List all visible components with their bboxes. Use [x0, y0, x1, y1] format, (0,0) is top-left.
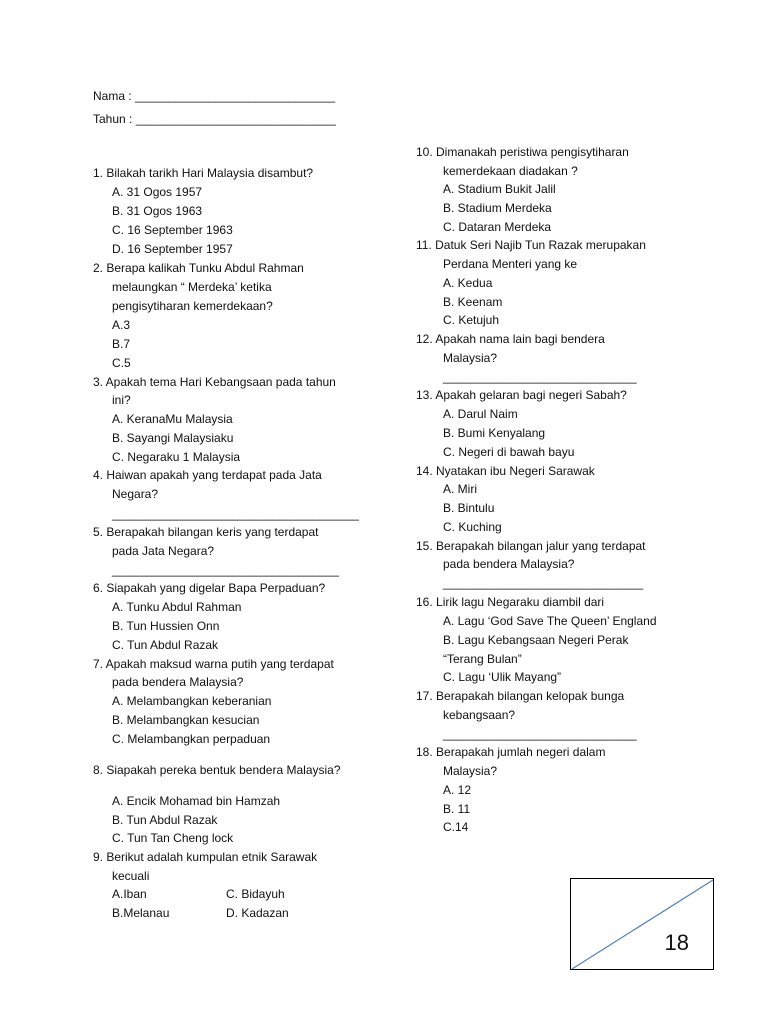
left-question-line: B. Sayangi Malaysiaku — [112, 431, 234, 445]
left-question-line: 4. Haiwan apakah yang terdapat pada Jata — [93, 468, 322, 482]
left-question-line: 3. Apakah tema Hari Kebangsaan pada tahun — [93, 375, 336, 389]
right-question-line: A. Lagu ‘God Save The Queen’ England — [443, 614, 657, 628]
left-question-line: B. 31 Ogos 1963 — [112, 204, 203, 218]
right-question-line: A. 12 — [443, 783, 472, 797]
right-question-line: A. Miri — [443, 482, 477, 496]
right-question-line: Malaysia? — [443, 764, 498, 778]
right-question-line: 17. Berapakah bilangan kelopak bunga — [416, 689, 625, 703]
right-question-line: kemerdekaan diadakan ? — [443, 164, 578, 178]
right-question-line: A. Darul Naim — [443, 407, 518, 421]
left-question-line: Negara? — [112, 487, 159, 501]
left-question-line: A.Iban — [112, 887, 147, 901]
right-question-line: _____________________________ — [443, 370, 637, 384]
left-question-line: __________________________________ — [112, 563, 339, 577]
left-question-line: A. Encik Mohamad bin Hamzah — [112, 794, 281, 808]
left-question-line: D. Kadazan — [226, 906, 289, 920]
left-question-line: A.3 — [112, 318, 131, 332]
left-question-line: A. KeranaMu Malaysia — [112, 412, 233, 426]
left-question-line: 7. Apakah maksud warna putih yang terdapat — [93, 657, 334, 671]
right-question-line: 12. Apakah nama lain bagi bendera — [416, 332, 605, 346]
right-question-line: 14. Nyatakan ibu Negeri Sarawak — [416, 464, 595, 478]
right-question-line: B. 11 — [443, 802, 471, 816]
score-box — [570, 878, 714, 970]
year-field[interactable]: Tahun : ______________________________ — [93, 112, 336, 126]
left-question-line: C. 16 September 1963 — [112, 223, 233, 237]
left-question-line: B. Melambangkan kesucian — [112, 713, 260, 727]
score-number: 18 — [664, 930, 689, 955]
left-question-line: A. Melambangkan keberanian — [112, 694, 272, 708]
left-question-line: D. 16 September 1957 — [112, 242, 233, 256]
left-question-line: 2. Berapa kalikah Tunku Abdul Rahman — [93, 261, 304, 275]
left-question-line: C.5 — [112, 356, 131, 370]
right-question-line: C. Lagu ‘Ulik Mayang” — [443, 670, 562, 684]
left-question-line: pengisytiharan kemerdekaan? — [112, 299, 273, 313]
left-question-line: 8. Siapakah pereka bentuk bendera Malaysia? — [93, 763, 341, 777]
name-field[interactable]: Nama : ______________________________ — [93, 89, 336, 103]
right-question-line: B. Bintulu — [443, 501, 495, 515]
right-question-line: Perdana Menteri yang ke — [443, 257, 578, 271]
right-question-line: B. Lagu Kebangsaan Negeri Perak — [443, 633, 629, 647]
right-question-line: kebangsaan? — [443, 708, 516, 722]
right-question-line: C.14 — [443, 820, 469, 834]
left-question-line: B.7 — [112, 337, 131, 351]
left-question-line: melaungkan “ Merdeka’ ketika — [112, 280, 272, 294]
left-question-line: pada bendera Malaysia? — [112, 675, 244, 689]
right-question-line: 11. Datuk Seri Najib Tun Razak merupakan — [416, 238, 646, 252]
right-question-line: 18. Berapakah jumlah negeri dalam — [416, 745, 606, 759]
left-question-line: 6. Siapakah yang digelar Bapa Perpaduan? — [93, 581, 326, 595]
left-question-line: C. Bidayuh — [226, 887, 285, 901]
right-question-line: _____________________________ — [443, 727, 637, 741]
right-question-line: pada bendera Malaysia? — [443, 557, 575, 571]
right-question-line: B. Stadium Merdeka — [443, 201, 552, 215]
left-question-line: A. 31 Ogos 1957 — [112, 185, 203, 199]
right-question-line: C. Negeri di bawah bayu — [443, 445, 575, 459]
right-question-line: “Terang Bulan” — [443, 652, 522, 666]
left-question-line: C. Negaraku 1 Malaysia — [112, 450, 241, 464]
left-question-line: ini? — [112, 393, 131, 407]
right-question-line: A. Kedua — [443, 276, 493, 290]
right-question-line: C. Dataran Merdeka — [443, 220, 552, 234]
right-question-line: Malaysia? — [443, 351, 498, 365]
score-diagonal — [571, 879, 715, 971]
left-question-line: C. Tun Tan Cheng lock — [112, 831, 234, 845]
right-question-line: 13. Apakah gelaran bagi negeri Sabah? — [416, 388, 627, 402]
right-question-line: B. Bumi Kenyalang — [443, 426, 546, 440]
left-question-line: pada Jata Negara? — [112, 544, 215, 558]
left-question-line: 1. Bilakah tarikh Hari Malaysia disambut? — [93, 166, 314, 180]
left-question-line: 9. Berikut adalah kumpulan etnik Sarawak — [93, 850, 318, 864]
right-question-line: ______________________________ — [443, 576, 644, 590]
left-question-line: C. Melambangkan perpaduan — [112, 732, 271, 746]
right-question-line: C. Kuching — [443, 520, 502, 534]
right-question-line: 16. Lirik lagu Negaraku diambil dari — [416, 595, 605, 609]
left-question-line: B.Melanau — [112, 906, 170, 920]
right-question-line: B. Keenam — [443, 295, 503, 309]
right-question-line: A. Stadium Bukit Jalil — [443, 182, 556, 196]
left-question-line: B. Tun Abdul Razak — [112, 813, 218, 827]
left-question-line: 5. Berapakah bilangan keris yang terdapat — [93, 525, 319, 539]
left-question-line: A. Tunku Abdul Rahman — [112, 600, 242, 614]
right-question-line: 15. Berapakah bilangan jalur yang terdapat — [416, 539, 646, 553]
left-question-line: kecuali — [112, 869, 150, 883]
left-question-line: _____________________________________ — [112, 507, 359, 521]
left-question-line: C. Tun Abdul Razak — [112, 638, 219, 652]
right-question-line: C. Ketujuh — [443, 313, 500, 327]
left-question-line: B. Tun Hussien Onn — [112, 619, 220, 633]
right-question-line: 10. Dimanakah peristiwa pengisytiharan — [416, 145, 629, 159]
